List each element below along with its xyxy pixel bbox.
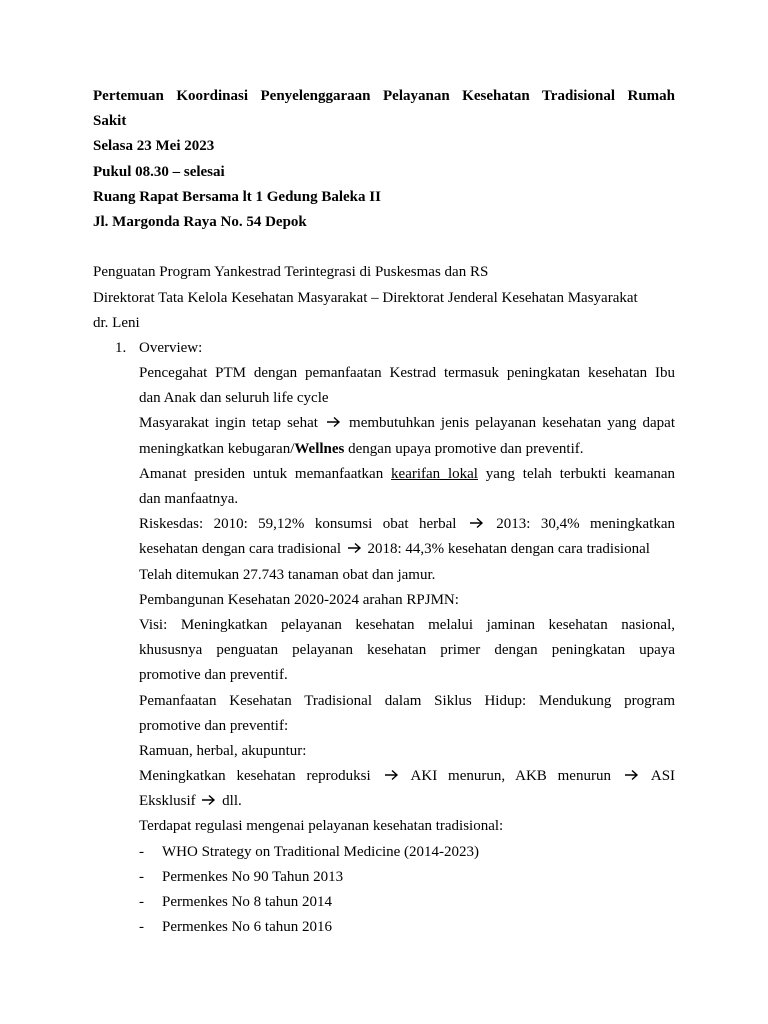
dash-bullet: -: [139, 868, 144, 885]
list-number: 1.: [115, 339, 127, 356]
list-item: [93, 915, 675, 940]
list-item: [93, 890, 675, 915]
regulation-text: Permenkes No 90 Tahun 2013: [162, 868, 344, 885]
text: Riskesdas: 2010: 59,12% konsumsi obat herbal: [139, 516, 457, 533]
right-arrow-icon: [201, 794, 216, 806]
regulation-text: Permenkes No 8 tahun 2014: [162, 894, 332, 910]
text: ASI: [650, 768, 676, 785]
para-regulasi: Terdapat regulasi mengenai pelayanan kesehatan tradisional:: [139, 818, 504, 835]
para-ptm-line1: Pencegahat PTM dengan pemanfaatan Kestrad termasuk peningkatan kesehatan Ibu: [139, 365, 675, 382]
para-ramuan: Ramuan, herbal, akupuntur:: [139, 742, 307, 759]
para-tanaman: Telah ditemukan 27.743 tanaman obat dan jamur.: [139, 566, 436, 583]
para-visi-line3: promotive dan preventif.: [139, 667, 288, 684]
right-arrow-icon: [624, 769, 639, 781]
dash-bullet: -: [139, 843, 144, 860]
spacer: [93, 235, 675, 260]
document-page: [93, 84, 675, 940]
meeting-date: Selasa 23 Mei 2023: [93, 138, 215, 155]
regulation-text: WHO Strategy on Traditional Medicine (2014-2023): [162, 843, 480, 860]
para-amanat-line1: [93, 462, 675, 487]
para-reproduksi-line1: [93, 764, 675, 789]
list-item: [93, 865, 675, 890]
meeting-time: Pukul 08.30 – selesai: [93, 163, 225, 180]
text: AKI menurun, AKB menurun: [410, 768, 611, 785]
list-label: Overview:: [139, 339, 203, 356]
meeting-title-line1: Pertemuan Koordinasi Penyelenggaraan Pelayanan Kesehatan Tradisional Rumah: [93, 88, 675, 104]
right-arrow-icon: [469, 517, 484, 529]
text: yang telah terbukti keamanan: [477, 465, 676, 482]
para-pemanfaatan-line1: Pemanfaatan Kesehatan Tradisional dalam Siklus Hidup: Mendukung program: [139, 692, 675, 709]
para-ptm-line2: dan Anak dan seluruh life cycle: [139, 390, 329, 407]
text: meningkatkan kebugaran/: [139, 440, 295, 457]
para-reproduksi-line2: [93, 789, 675, 814]
text: Meningkatkan kesehatan reproduksi: [139, 768, 371, 785]
para-pembangunan: Pembangunan Kesehatan 2020-2024 arahan RPJMN:: [139, 591, 459, 608]
para-visi-line2: khususnya penguatan pelayanan kesehatan primer dengan peningkatan upaya: [139, 642, 675, 659]
para-riskesdas-line1: [93, 512, 675, 537]
meeting-room: Ruang Rapat Bersama lt 1 Gedung Baleka II: [93, 188, 381, 205]
right-arrow-icon: [347, 542, 362, 554]
para-masyarakat-line2: [93, 437, 675, 462]
wellnes-bold: Wellnes: [294, 440, 345, 457]
para-riskesdas-line2: [93, 537, 675, 562]
right-arrow-icon: [384, 769, 399, 781]
text: Eksklusif: [139, 793, 196, 810]
para-visi-line1: Visi: Meningkatkan pelayanan kesehatan melalui jaminan kesehatan nasional,: [139, 616, 675, 633]
dash-bullet: -: [139, 919, 144, 936]
text: dengan upaya promotive dan preventif.: [344, 440, 584, 457]
meeting-title-line2: Sakit: [93, 113, 127, 130]
text: membutuhkan jenis pelayanan kesehatan yang dapat: [349, 415, 676, 432]
text: 2013: 30,4% meningkatkan: [496, 516, 676, 533]
text: Masyarakat ingin tetap sehat: [139, 415, 318, 432]
para-masyarakat-line1: [93, 411, 675, 436]
text: kesehatan dengan cara tradisional: [139, 541, 341, 558]
text: dll.: [222, 793, 242, 810]
regulation-text: Permenkes No 6 tahun 2016: [162, 919, 332, 936]
list-item-overview: [93, 336, 675, 361]
meeting-address: Jl. Margonda Raya No. 54 Depok: [93, 213, 307, 230]
session-speaker: dr. Leni: [93, 314, 140, 331]
para-pemanfaatan-line2: promotive dan preventif:: [139, 717, 289, 734]
para-amanat-line2: dan manfaatnya.: [139, 491, 239, 507]
session-directorate: Direktorat Tata Kelola Kesehatan Masyarakat – Direktorat Jenderal Kesehatan Masyarakat: [93, 289, 638, 306]
session-topic: Penguatan Program Yankestrad Terintegrasi di Puskesmas dan RS: [93, 264, 489, 281]
dash-bullet: -: [139, 894, 144, 910]
right-arrow-icon: [326, 416, 341, 428]
text: Amanat presiden untuk memanfaatkan: [139, 465, 392, 482]
text: 2018: 44,3% kesehatan dengan cara tradisional: [367, 541, 650, 558]
list-item: [93, 840, 675, 865]
kearifan-lokal-underlined: kearifan lokal: [391, 465, 478, 482]
